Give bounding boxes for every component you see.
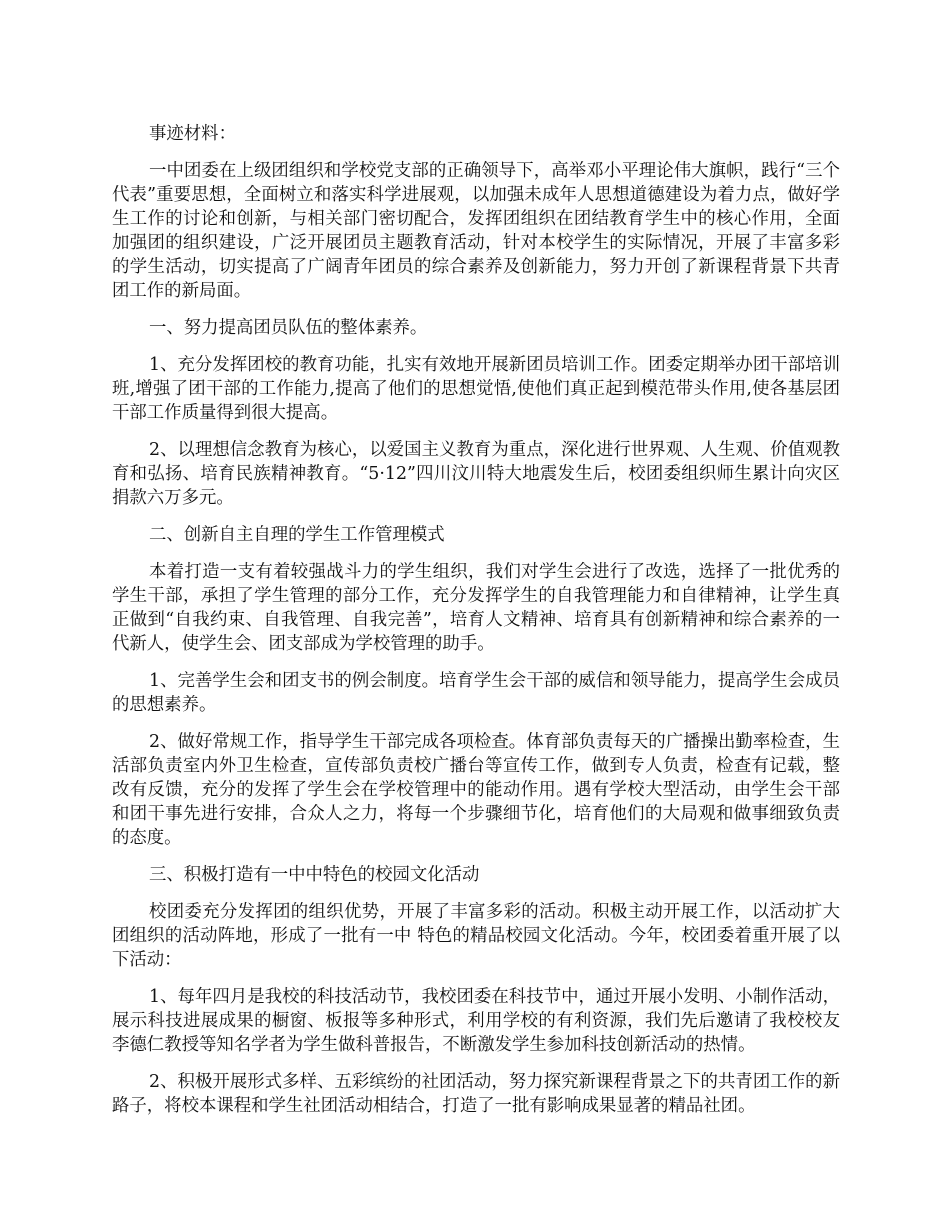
section3-item-1: 1、每年四月是我校的科技活动节，我校团委在科技节中，通过开展小发明、小制作活动，展示科技进展成果的橱窗、板报等多种形式，利用学校的有利资源，我们先后邀请了我校校友李德仁教授等知名学者为学生做科普报告，不断激发学生参加科技创新活动的热情。 [112, 987, 840, 1055]
section1-item-2: 2、以理想信念教育为核心，以爱国主义教育为重点，深化进行世界观、人生观、价值观教育和弘扬、培育民族精神教育。“5·12”四川汶川特大地震发生后，校团委组织师生累计向灾区捐款六万多元。 [112, 440, 840, 508]
document-body [112, 122, 840, 1131]
section1-item-1: 1、充分发挥团校的教育功能，扎实有效地开展新团员培训工作。团委定期举办团干部培训班,增强了团干部的工作能力,提高了他们的思想觉悟,使他们真正起到模范带头作用,使各基层团干部工作质量得到很大提高。 [112, 355, 840, 423]
section-heading-2: 二、创新自主自理的学生工作管理模式 [149, 525, 445, 545]
section3-item-2: 2、积极开展形式多样、五彩缤纷的社团活动，努力探究新课程背景之下的共青团工作的新路子，将校本课程和学生社团活动相结合，打造了一批有影响成果显著的精品社团。 [112, 1072, 840, 1116]
intro-paragraph: 一中团委在上级团组织和学校党支部的正确领导下，高举邓小平理论伟大旗帜，践行“三个代表”重要思想，全面树立和落实科学进展观，以加强未成年人思想道德建设为着力点，做好学生工作的讨论和创新，与相关部门密切配合，发挥团组织在团结教育学生中的核心作用，全面加强团的组织建设，广泛开展团员主题教育活动，针对本校学生的实际情况，开展了丰富多彩的学生活动，切实提高了广阔青年团员的综合素养及创新能力，努力开创了新课程背景下共青团工作的新局面。 [112, 161, 840, 301]
section2-item-2: 2、做好常规工作，指导学生干部完成各项检查。体育部负责每天的广播操出勤率检查，生活部负责室内外卫生检查，宣传部负责校广播台等宣传工作，做到专人负责，检查有记载，整改有反馈，充分的发挥了学生会在学校管理中的能动作用。遇有学校大型活动，由学生会干部和团干事先进行安排，合众人之力，将每一个步骤细节化，培育他们的大局观和做事细致负责的态度。 [112, 732, 840, 848]
section2-intro: 本着打造一支有着较强战斗力的学生组织，我们对学生会进行了改选，选择了一批优秀的学生干部，承担了学生管理的部分工作，充分发挥学生的自我管理能力和自律精神，让学生真正做到“自我约束、自我管理、自我完善”，培育人文精神、培育具有创新精神和综合素养的一代新人，使学生会、团支部成为学校管理的助手。 [112, 562, 840, 654]
section2-item-1: 1、完善学生会和团支书的例会制度。培育学生会干部的威信和领导能力，提高学生会成员的思想素养。 [112, 671, 840, 715]
section-heading-3: 三、积极打造有一中中特色的校园文化活动 [149, 865, 480, 885]
heading-deeds-material: 事迹材料： [149, 124, 236, 144]
section-heading-1: 一、努力提高团员队伍的整体素养。 [149, 318, 428, 338]
section3-intro: 校团委充分发挥团的组织优势，开展了丰富多彩的活动。积极主动开展工作，以活动扩大团组织的活动阵地，形成了一批有一中 特色的精品校园文化活动。今年，校团委着重开展了以下活动： [112, 902, 840, 970]
